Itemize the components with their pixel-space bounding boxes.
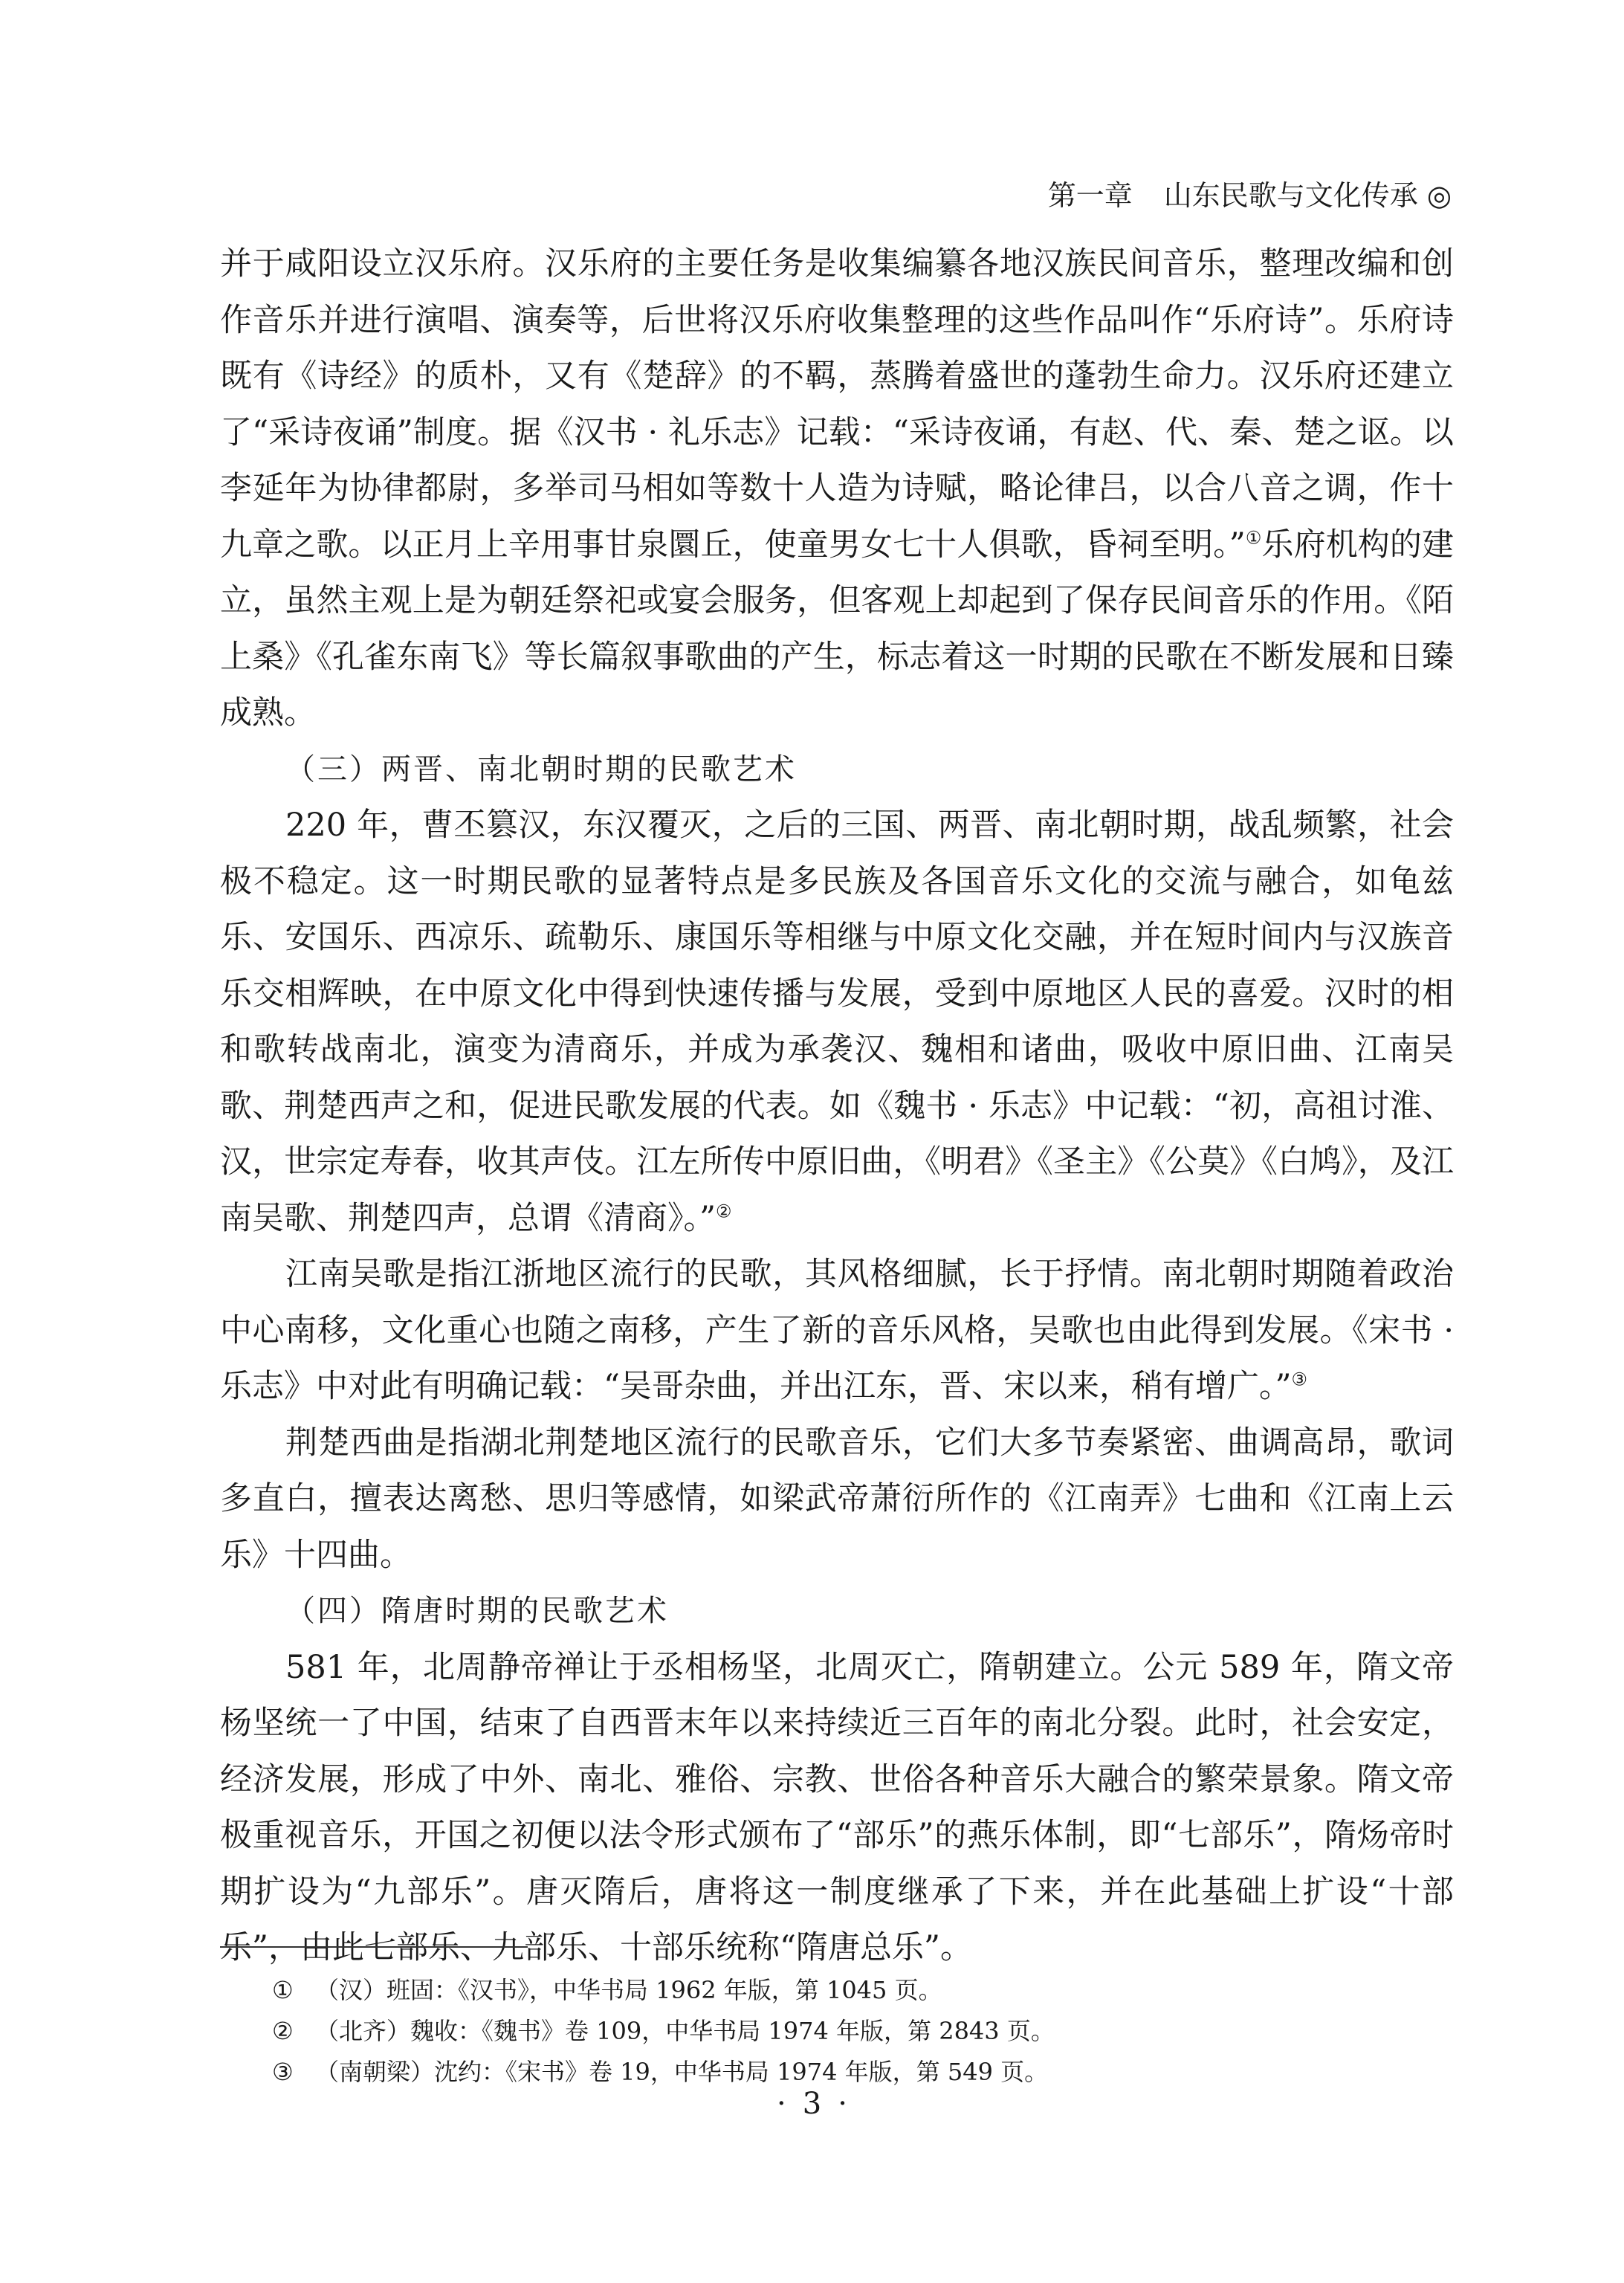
footnote-ref: ③ — [1291, 1369, 1307, 1390]
footnote: ② （北齐）魏收：《魏书》卷 109，中华书局 1974 年版，第 2843 页。 — [272, 2011, 1055, 2052]
footnote-mark: ① — [272, 1976, 294, 2004]
paragraph: 220 年，曹丕篡汉，东汉覆灭，之后的三国、两晋、南北朝时期，战乱频繁，社会极不稳定。这一时期民歌的显著特点是多民族及各国音乐文化的交流与融合，如龟兹乐、安国乐、西凉乐、疏勒乐、康国乐等相继与中原文化交融，并在短时间内与汉族音乐交相辉映，在中原文化中得到快速传播与发展，受到中原地区人民的喜爱。汉时的相和歌转战南北，演变为清商乐，并成为承袭汉、魏相和诸曲，吸收中原旧曲、江南吴歌、荆楚西声之和，促进民歌发展的代表。如《魏书 · 乐志》中记载：“初，高祖讨淮、汉，世宗定寿春，收其声伎。江左所传中原旧曲，《明君》《圣主》《公莫》《白鸠》，及江南吴歌、荆楚四声，总谓《清商》。”② — [220, 807, 1454, 1237]
running-header — [1048, 177, 1452, 214]
body-text — [220, 236, 1454, 1977]
footnote-ref: ② — [715, 1201, 732, 1222]
footnote-ref: ① — [1245, 527, 1262, 549]
section-heading: （三）两晋、南北朝时期的民歌艺术 — [285, 752, 797, 787]
paragraph: 江南吴歌是指江浙地区流行的民歌，其风格细腻，长于抒情。南北朝时期随着政治中心南移，文化重心也随之南移，产生了新的音乐风格，吴歌也由此得到发展。《宋书 · 乐志》中对此有明确记载：“吴哥杂曲，并出江东，晋、宋以来，稍有增广。”③ — [220, 1256, 1454, 1405]
ornament-icon: ◎ — [1426, 179, 1452, 212]
chapter-number: 第一章 — [1047, 179, 1133, 212]
section-heading: （四）隋唐时期的民歌艺术 — [285, 1594, 669, 1628]
footnote-mark: ③ — [272, 2058, 294, 2086]
page-number: · 3 · — [777, 2087, 847, 2121]
paragraph: 荆楚西曲是指湖北荆楚地区流行的民歌音乐，它们大多节奏紧密、曲调高昂，歌词多直白，擅表达离愁、思归等感情，如梁武帝萧衍所作的《江南弄》七曲和《江南上云乐》十四曲。 — [220, 1424, 1454, 1574]
footnote-divider — [220, 1946, 528, 1948]
footnotes — [272, 1970, 1055, 2093]
footnote-mark: ② — [272, 2017, 294, 2045]
footnote: ③ （南朝梁）沈约：《宋书》卷 19，中华书局 1974 年版，第 549 页。 — [272, 2052, 1055, 2093]
paragraph: 581 年，北周静帝禅让于丞相杨坚，北周灭亡，隋朝建立。公元 589 年，隋文帝杨坚统一了中国，结束了自西晋末年以来持续近三百年的南北分裂。此时，社会安定，经济发展，形成了中外、南北、雅俗、宗教、世俗各种音乐大融合的繁荣景象。隋文帝极重视音乐，开国之初便以法令形式颁布了“部乐”的燕乐体制，即“七部乐”，隋炀帝时期扩设为“九部乐”。唐灭隋后，唐将这一制度继承了下来，并在此基础上扩设“十部乐”，由此七部乐、九部乐、十部乐统称“隋唐总乐”。 — [220, 1648, 1454, 1966]
footnote: ① （汉）班固：《汉书》，中华书局 1962 年版，第 1045 页。 — [272, 1970, 1055, 2011]
paragraph: 并于咸阳设立汉乐府。汉乐府的主要任务是收集编纂各地汉族民间音乐，整理改编和创作音乐并进行演唱、演奏等，后世将汉乐府收集整理的这些作品叫作“乐府诗”。乐府诗既有《诗经》的质朴，又有《楚辞》的不羁，蒸腾着盛世的蓬勃生命力。汉乐府还建立了“采诗夜诵”制度。据《汉书 · 礼乐志》记载：“采诗夜诵，有赵、代、秦、楚之讴。以李延年为协律都尉，多举司马相如等数十人造为诗赋，略论律吕，以合八音之调，作十九章之歌。以正月上辛用事甘泉圜丘，使童男女七十人俱歌，昏祠至明。”①乐府机构的建立，虽然主观上是为朝廷祭祀或宴会服务，但客观上却起到了保存民间音乐的作用。《陌上桑》《孔雀东南飞》等长篇叙事歌曲的产生，标志着这一时期的民歌在不断发展和日臻成熟。 — [220, 245, 1455, 732]
chapter-title: 山东民歌与文化传承 — [1163, 179, 1418, 212]
